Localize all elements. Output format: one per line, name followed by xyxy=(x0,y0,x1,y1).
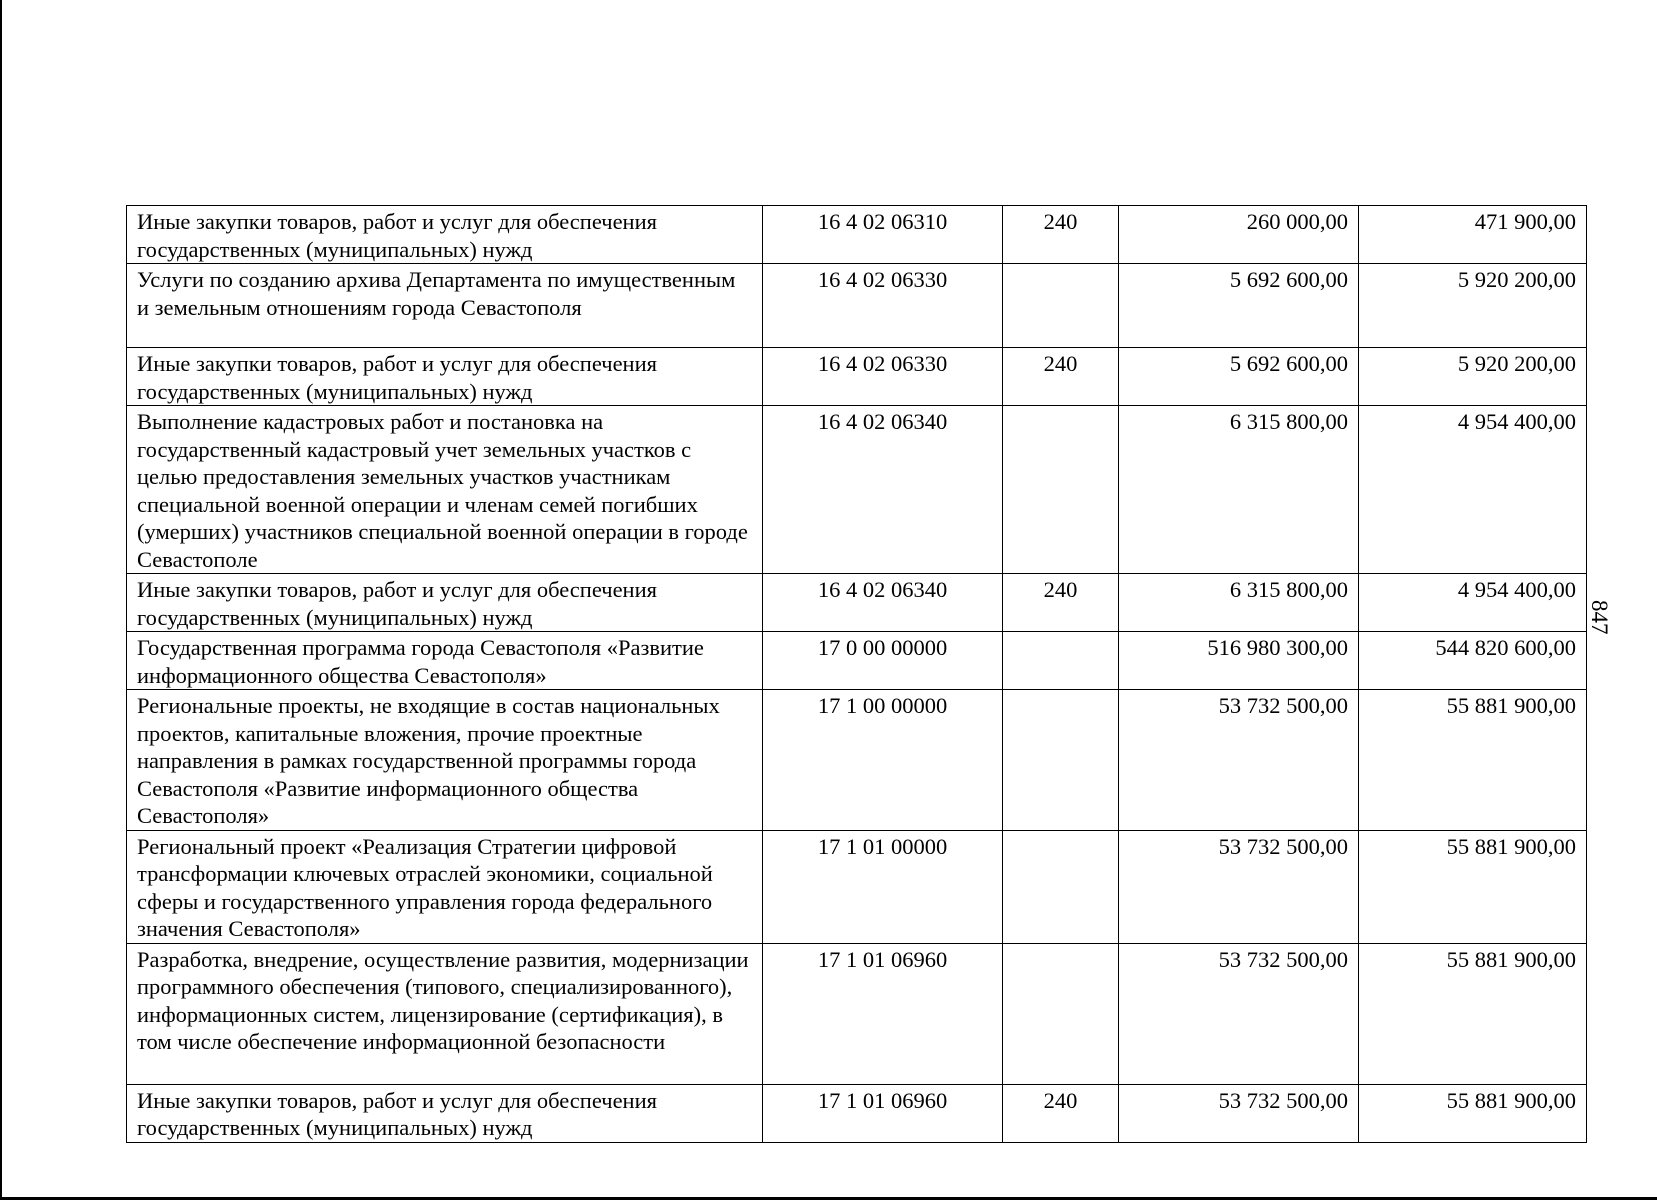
row-name: Выполнение кадастровых работ и постановка на государственный кадастровый учет земельных участков с целью предоставления земельных участков участникам специальной военной операции и членам семей погибших (умерших) участников специальной военной операции в городе Севастополе xyxy=(127,406,763,574)
row-amount-2: 55 881 900,00 xyxy=(1359,943,1587,1084)
row-amount-1: 5 692 600,00 xyxy=(1119,264,1359,348)
row-amount-2: 55 881 900,00 xyxy=(1359,830,1587,943)
row-amount-1: 6 315 800,00 xyxy=(1119,574,1359,632)
row-expense-type: 240 xyxy=(1003,206,1119,264)
row-expense-type xyxy=(1003,830,1119,943)
row-name: Услуги по созданию архива Департамента по имущественным и земельным отношениям города Севастополя xyxy=(127,264,763,348)
row-name: Иные закупки товаров, работ и услуг для обеспечения государственных (муниципальных) нужд xyxy=(127,574,763,632)
row-code: 16 4 02 06330 xyxy=(763,264,1003,348)
row-expense-type: 240 xyxy=(1003,1084,1119,1142)
row-expense-type: 240 xyxy=(1003,574,1119,632)
row-amount-2: 544 820 600,00 xyxy=(1359,632,1587,690)
row-code: 16 4 02 06330 xyxy=(763,348,1003,406)
row-code: 16 4 02 06340 xyxy=(763,406,1003,574)
row-name: Государственная программа города Севастополя «Развитие информационного общества Севастополя» xyxy=(127,632,763,690)
row-expense-type xyxy=(1003,264,1119,348)
row-expense-type xyxy=(1003,943,1119,1084)
row-name: Иные закупки товаров, работ и услуг для обеспечения государственных (муниципальных) нужд xyxy=(127,206,763,264)
row-amount-2: 55 881 900,00 xyxy=(1359,1084,1587,1142)
row-amount-2: 4 954 400,00 xyxy=(1359,406,1587,574)
page-number: 847 xyxy=(1587,600,1612,635)
budget-table xyxy=(126,205,1587,1143)
table-row xyxy=(127,690,1587,831)
row-code: 17 1 01 06960 xyxy=(763,1084,1003,1142)
row-amount-1: 53 732 500,00 xyxy=(1119,1084,1359,1142)
row-amount-2: 5 920 200,00 xyxy=(1359,348,1587,406)
table-row xyxy=(127,348,1587,406)
row-name: Региональный проект «Реализация Стратегии цифровой трансформации ключевых отраслей экономики, социальной сферы и государственного управления города федерального значения Севастополя» xyxy=(127,830,763,943)
row-expense-type xyxy=(1003,690,1119,831)
row-amount-2: 4 954 400,00 xyxy=(1359,574,1587,632)
row-code: 16 4 02 06340 xyxy=(763,574,1003,632)
row-amount-1: 516 980 300,00 xyxy=(1119,632,1359,690)
row-expense-type xyxy=(1003,406,1119,574)
row-amount-1: 53 732 500,00 xyxy=(1119,690,1359,831)
table-row xyxy=(127,264,1587,348)
row-code: 17 1 01 06960 xyxy=(763,943,1003,1084)
table-row xyxy=(127,830,1587,943)
row-amount-2: 55 881 900,00 xyxy=(1359,690,1587,831)
row-amount-1: 53 732 500,00 xyxy=(1119,943,1359,1084)
row-code: 17 1 01 00000 xyxy=(763,830,1003,943)
row-expense-type xyxy=(1003,632,1119,690)
row-code: 16 4 02 06310 xyxy=(763,206,1003,264)
row-expense-type: 240 xyxy=(1003,348,1119,406)
table-row xyxy=(127,574,1587,632)
row-amount-1: 53 732 500,00 xyxy=(1119,830,1359,943)
row-code: 17 1 00 00000 xyxy=(763,690,1003,831)
table-row xyxy=(127,206,1587,264)
row-amount-2: 5 920 200,00 xyxy=(1359,264,1587,348)
row-name: Разработка, внедрение, осуществление развития, модернизации программного обеспечения (типового, специализированного), информационных систем, лицензирование (сертификация), в том числе обеспечение информационной безопасности xyxy=(127,943,763,1084)
table-row xyxy=(127,943,1587,1084)
row-name: Иные закупки товаров, работ и услуг для обеспечения государственных (муниципальных) нужд xyxy=(127,348,763,406)
row-amount-1: 5 692 600,00 xyxy=(1119,348,1359,406)
row-code: 17 0 00 00000 xyxy=(763,632,1003,690)
row-amount-1: 260 000,00 xyxy=(1119,206,1359,264)
table-row xyxy=(127,406,1587,574)
row-name: Иные закупки товаров, работ и услуг для обеспечения государственных (муниципальных) нужд xyxy=(127,1084,763,1142)
table-row xyxy=(127,1084,1587,1142)
row-amount-1: 6 315 800,00 xyxy=(1119,406,1359,574)
row-name: Региональные проекты, не входящие в состав национальных проектов, капитальные вложения, прочие проектные направления в рамках государственной программы города Севастополя «Развитие информационного общества Севастополя» xyxy=(127,690,763,831)
row-amount-2: 471 900,00 xyxy=(1359,206,1587,264)
table-row xyxy=(127,632,1587,690)
